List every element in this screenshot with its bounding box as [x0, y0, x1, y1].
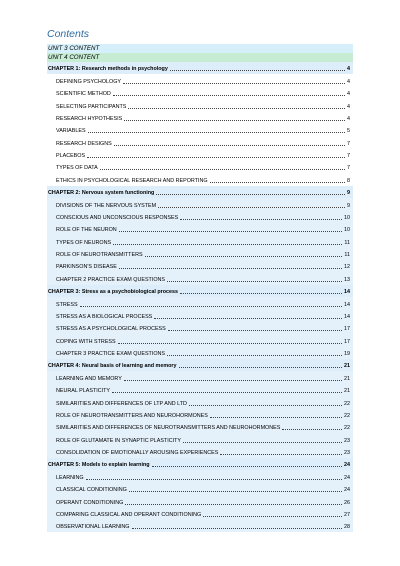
dot-leader: [129, 491, 342, 492]
toc-page-number: 21: [344, 388, 350, 395]
toc-entry-row[interactable]: [47, 470, 353, 482]
toc-entry-label: CHAPTER 2: Nervous system functioning: [48, 190, 155, 197]
toc-page-number: 10: [344, 227, 350, 234]
toc-entry-row[interactable]: [47, 495, 353, 507]
dot-leader: [210, 417, 342, 418]
toc-page-number: 21: [344, 363, 350, 370]
toc-entry-row[interactable]: [47, 260, 353, 272]
contents-heading: Contents: [47, 28, 90, 40]
dot-leader: [170, 70, 345, 71]
dot-leader: [114, 145, 345, 146]
toc-entry-row[interactable]: [47, 124, 353, 136]
toc-entry-row[interactable]: [47, 483, 353, 495]
toc-page-number: 14: [344, 301, 350, 308]
toc-entry-row[interactable]: [47, 74, 353, 86]
dot-leader: [125, 504, 342, 505]
toc-page-number: 14: [344, 289, 350, 296]
dot-leader: [145, 256, 343, 257]
toc-entry-label: DEFINING PSYCHOLOGY: [56, 78, 121, 85]
dot-leader: [119, 231, 342, 232]
dot-leader: [168, 330, 342, 331]
toc-page-number: 8: [347, 177, 350, 184]
toc-entry-label: ROLE OF NEUROTRANSMITTERS: [56, 252, 143, 258]
toc-entry-row[interactable]: [47, 112, 353, 124]
toc-entry-row[interactable]: [47, 211, 353, 223]
toc-entry-row[interactable]: [47, 198, 353, 210]
toc-page-number: 28: [344, 524, 350, 531]
toc-entry-row[interactable]: [47, 384, 353, 396]
toc-page-number: 14: [344, 313, 350, 320]
dot-leader: [220, 454, 342, 455]
dot-leader: [167, 355, 342, 356]
dot-leader: [124, 120, 345, 121]
toc-entry-row[interactable]: [47, 223, 353, 235]
dot-leader: [124, 380, 342, 381]
toc-page-number: 4: [347, 66, 350, 73]
toc-page-number: 9: [347, 202, 350, 209]
toc-entry-label: CHAPTER 5: Models to explain learning: [48, 462, 150, 469]
toc-entry-row[interactable]: [47, 421, 353, 433]
toc-entry-label: CONSCIOUS AND UNCONSCIOUS RESPONSES: [56, 214, 179, 221]
dot-leader: [113, 95, 345, 96]
dot-leader: [118, 343, 342, 344]
toc-entry-label: CHAPTER 3 PRACTICE EXAM QUESTIONS: [56, 351, 166, 357]
toc-entry-label: CHAPTER 3: Stress as a psychobiological process: [48, 289, 179, 296]
toc-page-number: 5: [347, 128, 350, 135]
unit-3-band: UNIT 3 CONTENT: [47, 44, 353, 53]
toc-page-number: 26: [344, 499, 350, 506]
toc-entry-label: ROLE OF NEUROTRANSMITTERS AND NEUROHORMONES: [56, 412, 208, 419]
toc-entry-row[interactable]: [47, 310, 353, 322]
toc-page-number: 23: [344, 450, 350, 456]
toc-entry-row[interactable]: [47, 334, 353, 346]
toc-entry-row[interactable]: [47, 347, 353, 359]
toc-page-number: 24: [344, 462, 350, 469]
toc-chapter-row[interactable]: [47, 359, 353, 371]
toc-entry-label: DIVISIONS OF THE NERVOUS SYSTEM: [56, 202, 157, 209]
toc-entry-label: SIMILARITIES AND DIFFERENCES OF LTP AND LTD: [56, 400, 187, 407]
toc-entry-label: SIMILARITIES AND DIFFERENCES OF NEUROTRANSMITTERS AND NEUROHORMONES: [56, 425, 281, 432]
dot-leader: [167, 281, 342, 282]
dot-leader: [183, 442, 342, 443]
toc-page-number: 7: [347, 153, 350, 159]
toc-entry-label: COMPARING CLASSICAL AND OPERANT CONDITIONING: [56, 511, 202, 518]
toc-entry-row[interactable]: [47, 297, 353, 309]
dot-leader: [158, 207, 345, 208]
toc-page-number: 4: [347, 115, 350, 122]
toc-entry-label: PARKINSON'S DISEASE: [56, 264, 117, 271]
dot-leader: [132, 528, 343, 529]
toc-entry-row[interactable]: [47, 272, 353, 284]
toc-page-number: 4: [347, 78, 350, 85]
toc-entry-label: CHAPTER 4: Neural basis of learning and memory: [48, 363, 177, 370]
toc-entry-label: SELECTING PARTICIPANTS: [56, 103, 127, 110]
toc-entry-label: TYPES OF DATA: [56, 165, 98, 172]
toc-entry-label: STRESS AS A BIOLOGICAL PROCESS: [56, 313, 153, 320]
toc-entry-row[interactable]: [47, 520, 353, 532]
dot-leader: [180, 219, 342, 220]
dot-leader: [180, 293, 342, 294]
toc-entry-label: ROLE OF GLUTAMATE IN SYNAPTIC PLASTICITY: [56, 437, 182, 444]
unit-4-band: UNIT 4 CONTENT: [47, 53, 353, 62]
toc-entry-row[interactable]: [47, 235, 353, 247]
toc-entry-label: ROLE OF THE NEURON: [56, 227, 117, 234]
toc-entry-row[interactable]: [47, 446, 353, 458]
toc-entry-label: CONSOLIDATION OF EMOTIONALLY AROUSING EXPERIENCES: [56, 450, 219, 456]
toc-entry-row[interactable]: [47, 433, 353, 445]
toc-entry-row[interactable]: [47, 396, 353, 408]
dot-leader: [87, 157, 345, 158]
toc-page-number: 4: [347, 91, 350, 98]
dot-leader: [282, 429, 342, 430]
dot-leader: [112, 392, 342, 393]
toc-entry-row[interactable]: [47, 87, 353, 99]
toc-entry-label: RESEARCH DESIGNS: [56, 140, 112, 147]
toc-page-number: 22: [344, 412, 350, 419]
toc-page-number: 7: [347, 165, 350, 172]
toc-entry-label: LEARNING: [56, 474, 84, 481]
toc-entry-row[interactable]: [47, 99, 353, 111]
dot-leader: [203, 516, 342, 517]
toc-entry-label: VARIABLES: [56, 128, 86, 135]
toc-entry-label: RESEARCH HYPOTHESIS: [56, 115, 123, 122]
toc-entry-row[interactable]: [47, 136, 353, 148]
toc-page-number: 24: [344, 487, 350, 494]
toc-page-number: 22: [344, 400, 350, 407]
dot-leader: [189, 405, 342, 406]
toc-entry-label: STRESS: [56, 301, 78, 308]
toc-page-number: 7: [347, 140, 350, 147]
toc-entry-row[interactable]: [47, 409, 353, 421]
toc-entry-label: CHAPTER 2 PRACTICE EXAM QUESTIONS: [56, 276, 166, 283]
toc-entry-row[interactable]: [47, 149, 353, 161]
dot-leader: [123, 83, 345, 84]
toc-entry-label: LEARNING AND MEMORY: [56, 375, 122, 382]
toc-entry-row[interactable]: [47, 508, 353, 520]
dot-leader: [86, 479, 342, 480]
toc-entry-label: CLASSICAL CONDITIONING: [56, 487, 127, 494]
dot-leader: [152, 466, 342, 467]
dot-leader: [128, 108, 345, 109]
toc-page-number: 11: [344, 252, 350, 258]
toc-page-number: 17: [344, 338, 350, 345]
table-of-contents: [47, 62, 353, 532]
toc-page-number: 27: [344, 511, 350, 518]
dot-leader: [179, 367, 342, 368]
toc-chapter-row[interactable]: [47, 285, 353, 297]
toc-entry-label: CHAPTER 1: Research methods in psychology: [48, 66, 168, 73]
toc-page-number: 22: [344, 425, 350, 432]
toc-chapter-row[interactable]: [47, 62, 353, 74]
dot-leader: [119, 268, 342, 269]
dot-leader: [100, 169, 345, 170]
toc-entry-label: OBSERVATIONAL LEARNING: [56, 524, 130, 531]
toc-entry-label: SCIENTIFIC METHOD: [56, 91, 111, 98]
toc-entry-label: OPERANT CONDITIONING: [56, 499, 124, 506]
toc-entry-label: COPING WITH STRESS: [56, 338, 116, 345]
dot-leader: [210, 182, 345, 183]
toc-page-number: 21: [344, 375, 350, 382]
dot-leader: [80, 306, 342, 307]
toc-page-number: 11: [344, 239, 350, 246]
toc-entry-row[interactable]: [47, 248, 353, 260]
toc-page-number: 24: [344, 474, 350, 481]
toc-page-number: 23: [344, 437, 350, 444]
toc-entry-row[interactable]: [47, 371, 353, 383]
toc-entry-label: NEURAL PLASTICITY: [56, 388, 111, 395]
toc-entry-row[interactable]: [47, 173, 353, 185]
toc-entry-label: STRESS AS A PSYCHOLOGICAL PROCESS: [56, 326, 166, 333]
toc-chapter-row[interactable]: [47, 186, 353, 198]
toc-entry-row[interactable]: [47, 161, 353, 173]
toc-entry-row[interactable]: [47, 322, 353, 334]
toc-page-number: 12: [344, 264, 350, 271]
toc-entry-label: PLACEBOS: [56, 153, 86, 159]
dot-leader: [156, 194, 345, 195]
toc-chapter-row[interactable]: [47, 458, 353, 470]
dot-leader: [88, 132, 345, 133]
toc-page-number: 9: [347, 190, 350, 197]
dot-leader: [113, 244, 342, 245]
toc-entry-label: TYPES OF NEURONS: [56, 239, 112, 246]
toc-page-number: 13: [344, 276, 350, 283]
dot-leader: [154, 318, 342, 319]
toc-entry-label: ETHICS IN PSYCHOLOGICAL RESEARCH AND REPORTING: [56, 177, 208, 184]
toc-page-number: 19: [344, 351, 350, 357]
toc-page-number: 17: [344, 326, 350, 333]
toc-page-number: 4: [347, 103, 350, 110]
toc-page-number: 10: [344, 214, 350, 221]
